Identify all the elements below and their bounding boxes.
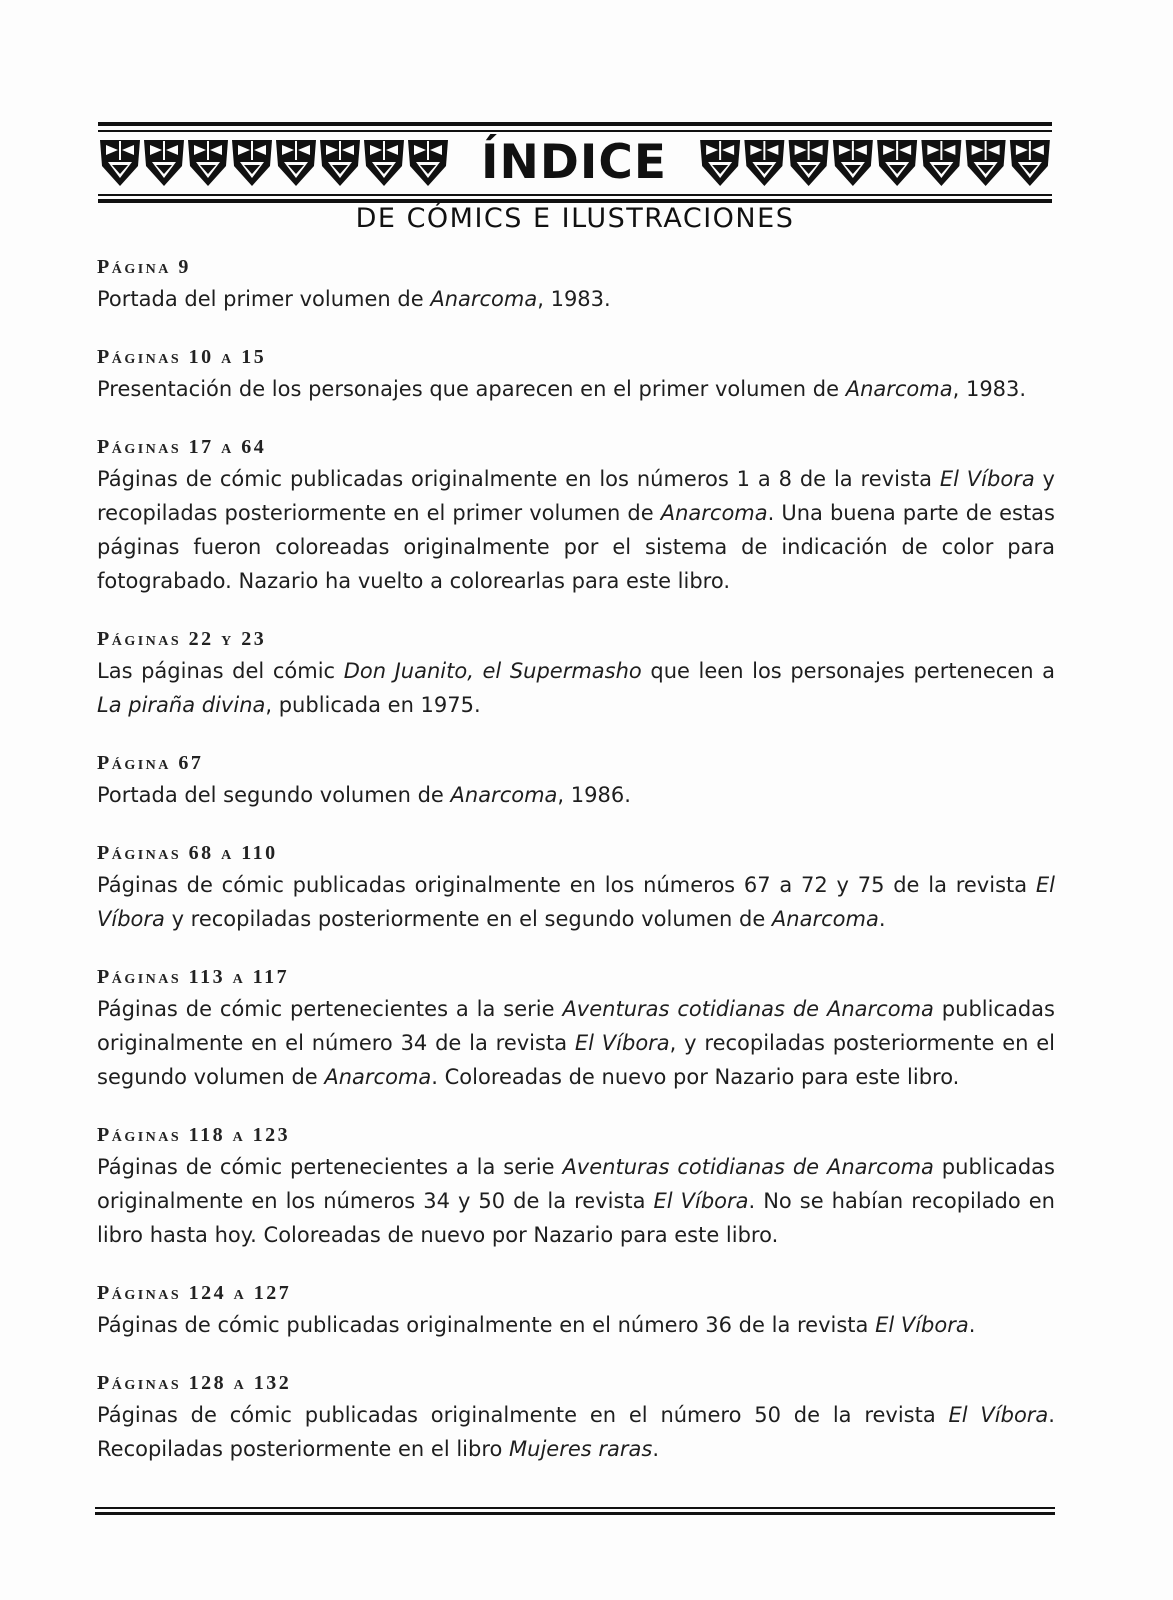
- italic-title: Anarcoma: [845, 377, 953, 401]
- tribal-mask-motif: [408, 140, 448, 186]
- italic-title: Anarcoma: [660, 501, 768, 525]
- italic-title: Anarcoma: [430, 287, 538, 311]
- tribal-mask-motif: [744, 140, 784, 186]
- entry-text: Presentación de los personajes que aparecen en el primer volumen de Anarcoma, 1983.: [97, 377, 1027, 401]
- italic-title: El Víbora: [939, 467, 1035, 491]
- italic-title: El Víbora: [97, 873, 1055, 931]
- tribal-mask-motif: [188, 140, 228, 186]
- index-header: [98, 122, 1052, 204]
- tribal-mask-motif: [100, 140, 140, 186]
- header-rule-top: [98, 122, 1052, 126]
- italic-title: Anarcoma: [324, 1065, 432, 1089]
- entry-text: Páginas de cómic publicadas originalmente en el número 50 de la revista El Víbora. Recopiladas posteriormente en el libro Mujeres raras.: [97, 1403, 1055, 1461]
- tribal-mask-motif: [700, 140, 740, 186]
- index-entry: [97, 1368, 1055, 1466]
- ornament-band-right: [698, 136, 1052, 190]
- index-entry: [97, 624, 1055, 722]
- footer-rule-thin: [95, 1507, 1055, 1509]
- index-entry: [97, 252, 1055, 316]
- footer-rule: [95, 1512, 1055, 1515]
- italic-title: Aventuras cotidianas de Anarcoma: [562, 997, 934, 1021]
- header-rule-bottom-thin: [98, 194, 1052, 196]
- page-subtitle: DE CÓMICS E ILUSTRACIONES: [355, 203, 795, 234]
- italic-title: El Víbora: [948, 1403, 1049, 1427]
- index-entries: [97, 252, 1055, 1492]
- index-entry: [97, 342, 1055, 406]
- index-entry: [97, 838, 1055, 936]
- italic-title: Don Juanito, el Supermasho: [343, 659, 642, 683]
- entry-heading: Páginas 113 a 117: [97, 966, 290, 988]
- italic-title: El Víbora: [653, 1189, 749, 1213]
- entry-heading: Páginas 10 a 15: [97, 346, 267, 368]
- entry-heading: Páginas 22 y 23: [97, 628, 267, 650]
- index-entry: [97, 1120, 1055, 1252]
- italic-title: El Víbora: [574, 1031, 670, 1055]
- tribal-mask-motif: [276, 140, 316, 186]
- tribal-mask-motif: [144, 140, 184, 186]
- entry-text: Páginas de cómic publicadas originalmente en los números 1 a 8 de la revista El Víbora y recopiladas posteriormente en el primer volumen de Anarcoma. Una buena parte de estas páginas fueron coloreadas originalmente por el sistema de indicación de color para fotograbado. Nazario ha vuelto a colorearlas para este libro.: [97, 467, 1055, 593]
- tribal-mask-motif: [833, 140, 873, 186]
- tribal-mask-motif: [232, 140, 272, 186]
- entry-text: Las páginas del cómic Don Juanito, el Supermasho que leen los personajes pertenecen a La piraña divina, publicada en 1975.: [97, 659, 1055, 717]
- entry-text: Páginas de cómic pertenecientes a la serie Aventuras cotidianas de Anarcoma publicadas originalmente en los números 34 y 50 de la revista El Víbora. No se habían recopilado en libro hasta hoy. Coloreadas de nuevo por Nazario para este libro.: [97, 1155, 1055, 1247]
- tribal-mask-motif: [789, 140, 829, 186]
- entry-text: Páginas de cómic publicadas originalmente en el número 36 de la revista El Víbora.: [97, 1313, 976, 1337]
- entry-heading: Página 67: [97, 752, 204, 774]
- tribal-mask-motif: [320, 140, 360, 186]
- italic-title: Mujeres raras: [509, 1437, 653, 1461]
- page-title: ÍNDICE: [481, 135, 667, 190]
- italic-title: Anarcoma: [450, 783, 558, 807]
- entry-text: Portada del primer volumen de Anarcoma, 1983.: [97, 287, 611, 311]
- entry-heading: Páginas 118 a 123: [97, 1124, 291, 1146]
- entry-heading: Páginas 17 a 64: [97, 436, 267, 458]
- index-entry: [97, 1278, 1055, 1342]
- italic-title: Aventuras cotidianas de Anarcoma: [562, 1155, 934, 1179]
- entry-text: Portada del segundo volumen de Anarcoma, 1986.: [97, 783, 631, 807]
- entry-text: Páginas de cómic publicadas originalmente en los números 67 a 72 y 75 de la revista El Víbora y recopiladas posteriormente en el segundo volumen de Anarcoma.: [97, 873, 1055, 931]
- ornament-band-left: [98, 136, 450, 190]
- entry-text: Páginas de cómic pertenecientes a la serie Aventuras cotidianas de Anarcoma publicadas originalmente en el número 34 de la revista El Víbora, y recopiladas posteriormente en el segundo volumen de Anarcoma. Coloreadas de nuevo por Nazario para este libro.: [97, 997, 1055, 1089]
- entry-heading: Páginas 128 a 132: [97, 1372, 292, 1394]
- tribal-mask-motif: [877, 140, 917, 186]
- tribal-mask-motif: [966, 140, 1006, 186]
- index-entry: [97, 962, 1055, 1094]
- italic-title: La piraña divina: [97, 693, 266, 717]
- index-entry: [97, 748, 1055, 812]
- entry-heading: Páginas 68 a 110: [97, 842, 278, 864]
- italic-title: Anarcoma: [771, 907, 879, 931]
- italic-title: El Víbora: [875, 1313, 969, 1337]
- tribal-mask-motif: [364, 140, 404, 186]
- index-entry: [97, 432, 1055, 598]
- entry-heading: Páginas 124 a 127: [97, 1282, 292, 1304]
- tribal-mask-motif: [921, 140, 961, 186]
- entry-heading: Página 9: [97, 256, 191, 278]
- tribal-mask-motif: [1010, 140, 1050, 186]
